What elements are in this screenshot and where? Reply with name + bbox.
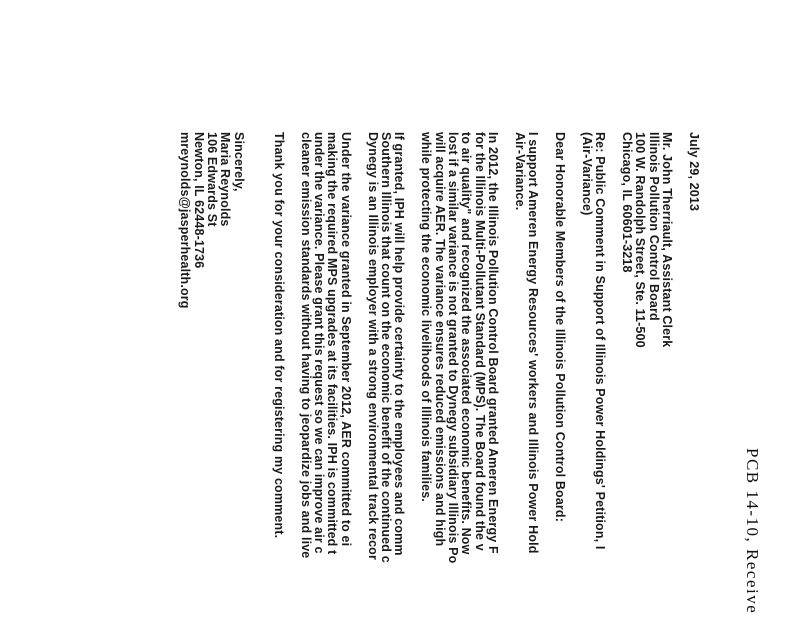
paragraph-line: Air-Variance.	[512, 132, 527, 211]
paragraph-commitment	[298, 132, 352, 618]
paragraph-line: will acquire AER. The variance ensures reduced emissions and high	[432, 132, 447, 547]
paragraph-background	[419, 132, 499, 618]
paragraph-line: to air quality" and recognized the associated economic benefits. Now	[459, 132, 474, 555]
recipient-line: Mr. John Therriault, Assistant Clerk	[660, 132, 675, 348]
paragraph-certainty	[365, 132, 405, 618]
paragraph-line: Southern Illinois that count on the economic benefit of the continued c	[379, 132, 394, 563]
paragraph-line: In 2012, the Illinois Pollution Control Board granted Ameren Energy F	[486, 132, 501, 554]
paragraph-line: under the variance. Please grant this request so we can improve air c	[312, 132, 327, 554]
subject-text: (Air-Variance)	[579, 132, 594, 216]
paragraph-line: lost if a similar variance is not granted to Dynegy subsidiary Illinois Po	[445, 132, 460, 564]
recipient-line: Chicago, IL 60601-3218	[620, 132, 635, 273]
recipient-line: 100 W. Randolph Street, Ste. 11-500	[633, 132, 648, 348]
thank-you-line: Thank you for your consideration and for registering my comment.	[271, 132, 286, 539]
signer-street: 106 Edwards St	[204, 132, 219, 227]
recipient-block	[620, 132, 674, 618]
paragraph-line: cleaner emission standards without having to jeopardize jobs and live	[298, 132, 313, 559]
signer-name: Maria Reynolds	[218, 132, 233, 227]
salutation: Dear Honorable Members of the Illinois Pollution Control Board:	[553, 132, 568, 523]
closing: Sincerely,	[231, 132, 246, 192]
paragraph-line: Dynegy is an Illinois employer with a strong environmental track recor	[365, 132, 380, 560]
signer-city: Newton, IL 62448-1736	[191, 132, 206, 269]
signer-email: mreynolds@jasperhealth.org	[178, 132, 193, 309]
letter-date: July 29, 2013	[687, 132, 701, 212]
paragraph-line: making the required MPS upgrades at its facilities. IPH is committed t	[325, 132, 340, 555]
letter-body	[178, 132, 700, 618]
subject-line	[579, 132, 606, 618]
paragraph-line: I support Ameren Energy Resources' workers and Illinois Power Hold	[526, 132, 541, 554]
board-received-stamp: PCB 14-10, Receive	[743, 448, 762, 615]
signature-block	[178, 132, 232, 618]
paragraph-line: If granted, IPH will help provide certainty to the employees and comm	[392, 132, 407, 556]
paragraph-support	[513, 132, 540, 618]
recipient-line: Illinois Pollution Control Board	[646, 132, 661, 321]
paragraph-line: while protecting the economic livelihoods of Illinois families.	[419, 132, 434, 502]
paragraph-line: Under the variance granted in September 2012, AER committed to ei	[338, 132, 353, 547]
paragraph-line: for the Illinois Multi-Pollutant Standard (MPS). The Board found the v	[472, 132, 487, 551]
subject-text: Re: Public Comment in Support of Illinois Power Holdings' Petition, I	[593, 132, 608, 550]
